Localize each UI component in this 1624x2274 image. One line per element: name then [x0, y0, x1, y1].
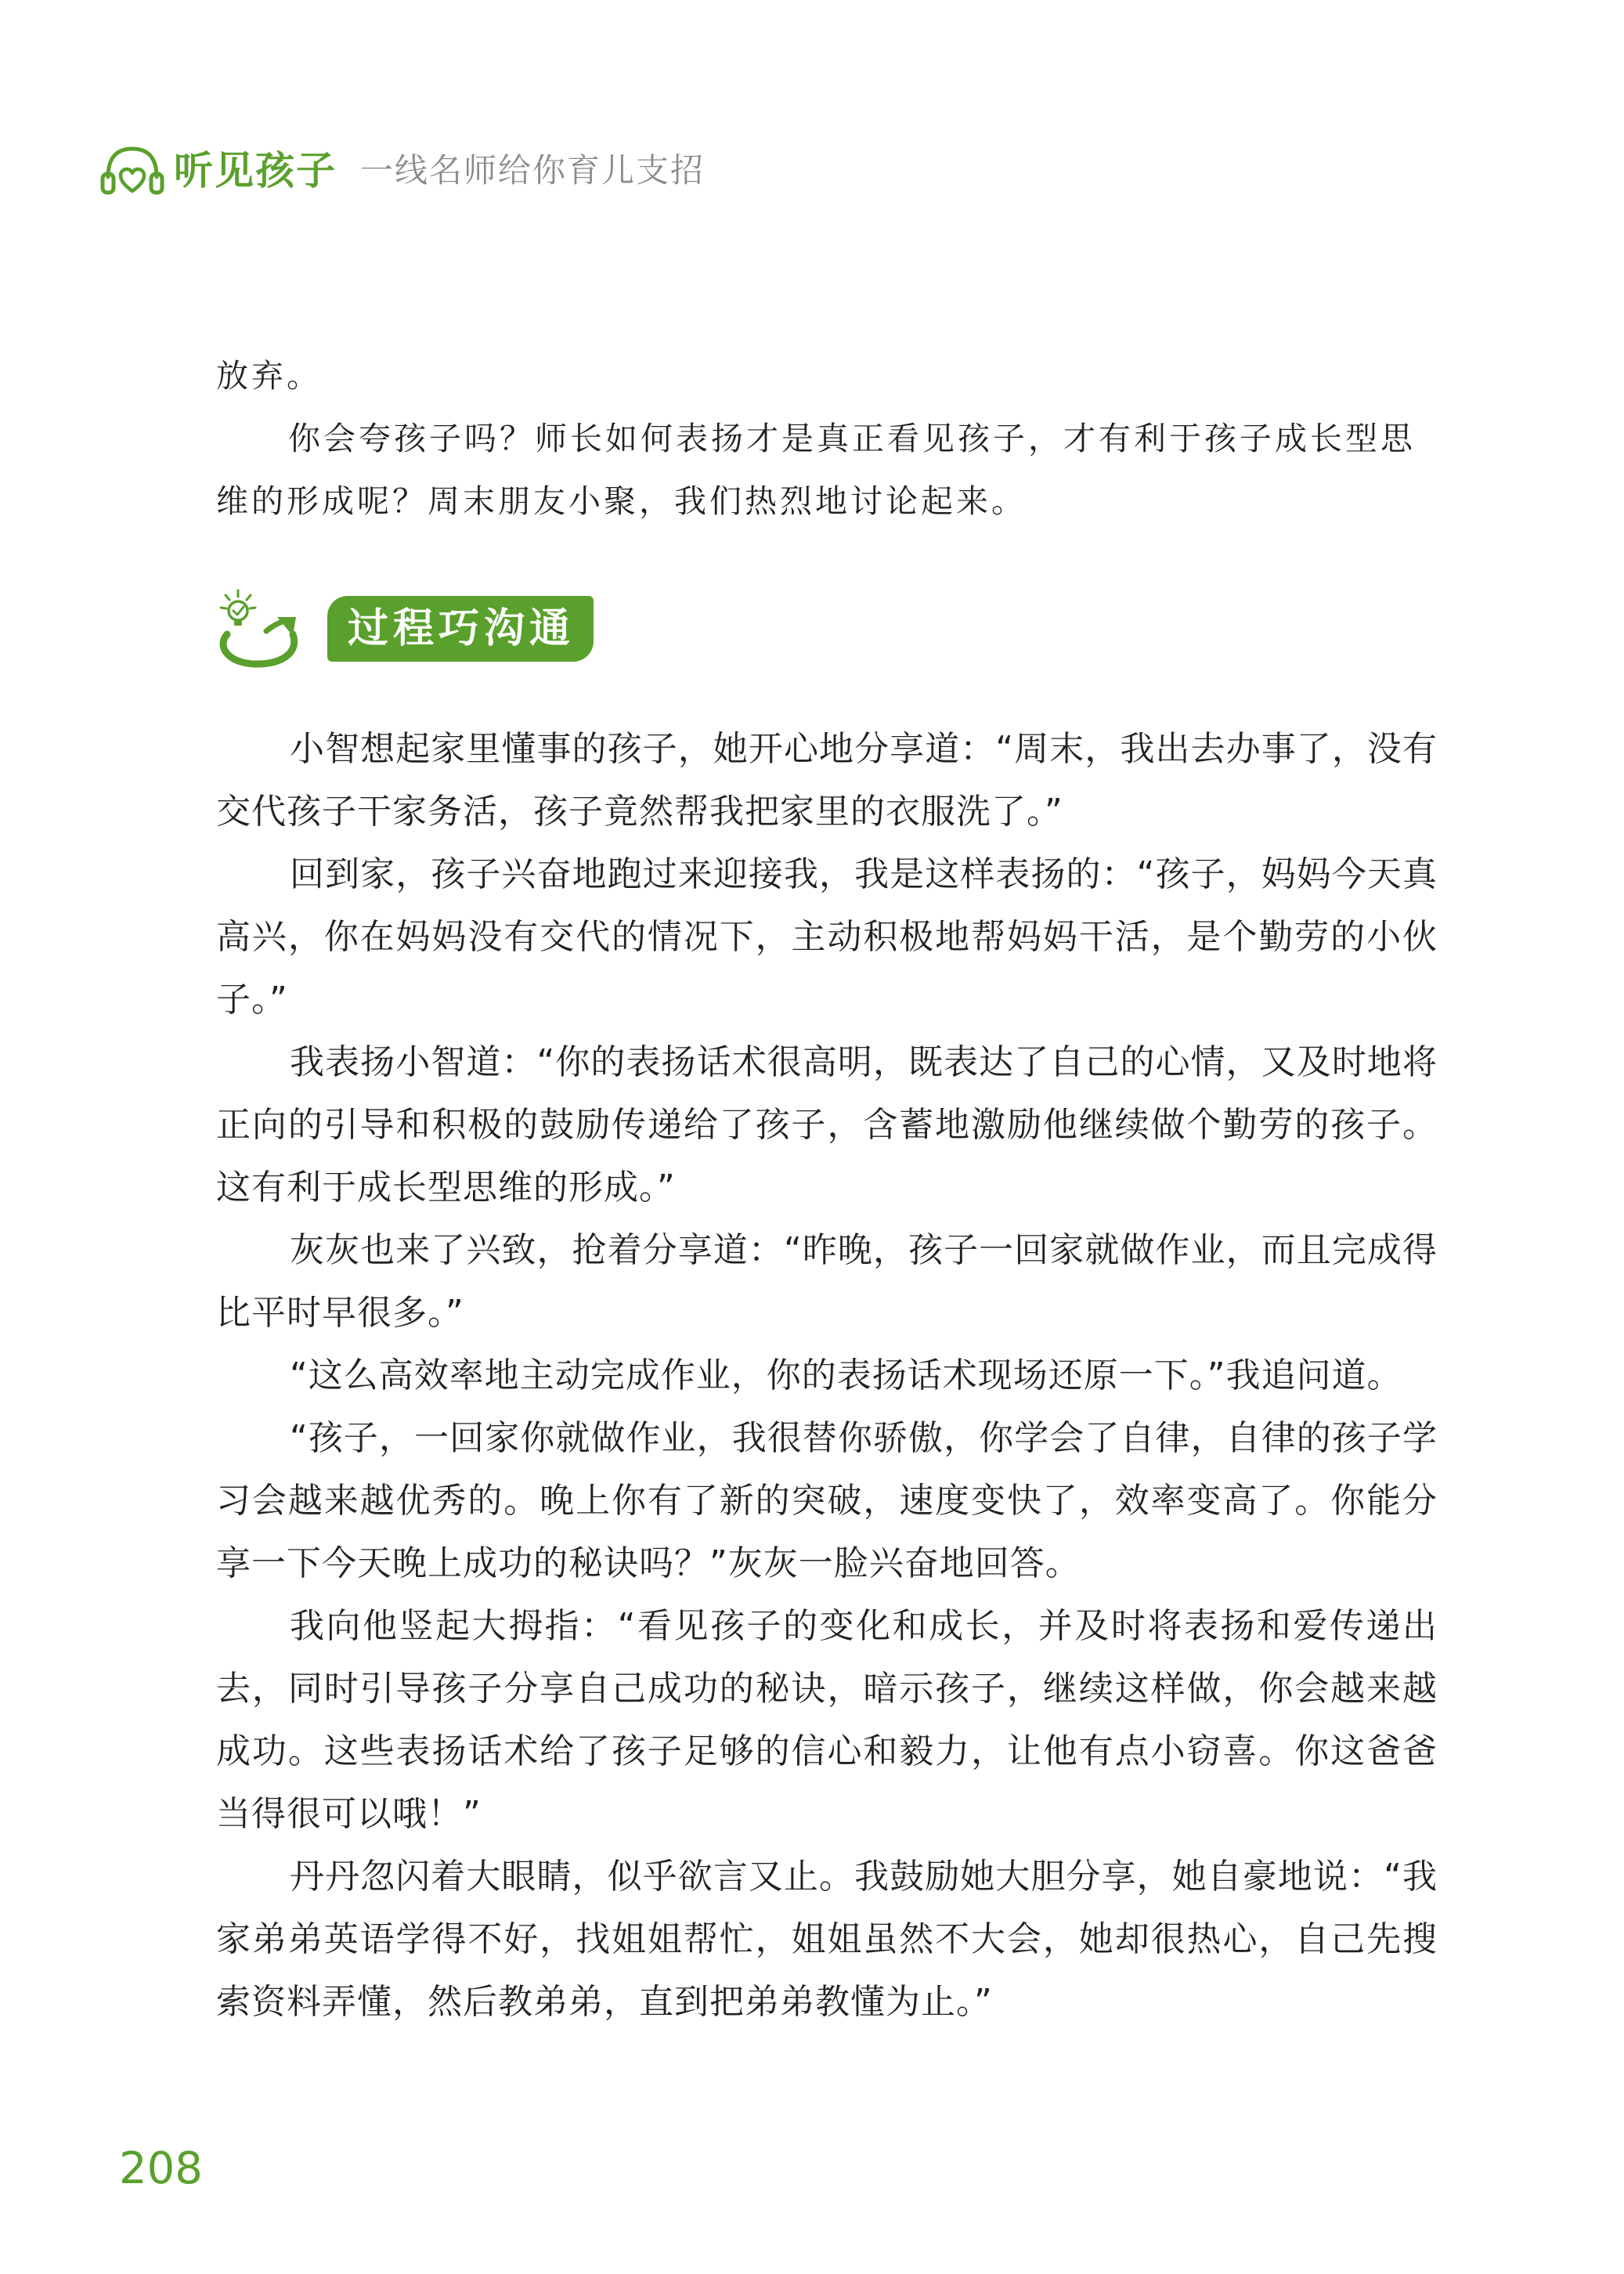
body-paragraph: “这么高效率地主动完成作业，你的表扬话术现场还原一下。”我追问道。 — [290, 1355, 1402, 1395]
intro-text — [216, 345, 1438, 532]
page-number: 208 — [119, 2143, 203, 2194]
intro-paragraph: 你会夸孩子吗？师长如何表扬才是真正看见孩子，才有利于孩子成长型思维的形成呢？周末朋友小聚，我们热烈地讨论起来。 — [216, 420, 1416, 520]
body-paragraph: 小智想起家里懂事的孩子，她开心地分享道：“周末，我出去办事了，没有交代孩子干家务活，孩子竟然帮我把家里的衣服洗了。” — [216, 729, 1438, 832]
running-header — [100, 141, 705, 200]
book-subtitle: 一线名师给你育儿支招 — [360, 151, 706, 190]
body-paragraph: 我表扬小智道：“你的表扬话术很高明，既表达了自己的心情，又及时地将正向的引导和积极的鼓励传递给了孩子，含蓄地激励他继续做个勤劳的孩子。这有利于成长型思维的形成。” — [216, 1042, 1438, 1207]
body-paragraph: 丹丹忽闪着大眼睛，似乎欲言又止。我鼓励她大胆分享，她自豪地说：“我家弟弟英语学得不好，找姐姐帮忙，姐姐虽然不大会，她却很热心，自己先搜索资料弄懂，然后教弟弟，直到把弟弟教懂为止。” — [216, 1857, 1438, 2022]
lightbulb-cycle-arrow-icon — [211, 586, 304, 672]
section-title: 过程巧沟通 — [327, 596, 594, 662]
heart-headphones-icon — [100, 143, 164, 199]
body-paragraph: 回到家，孩子兴奋地跑过来迎接我，我是这样表扬的：“孩子，妈妈今天真高兴，你在妈妈没有交代的情况下，主动积极地帮妈妈干活，是个勤劳的小伙子。” — [216, 854, 1438, 1020]
body-paragraph: 灰灰也来了兴致，抢着分享道：“昨晚，孩子一回家就做作业，而且完成得比平时早很多。” — [216, 1230, 1438, 1333]
body-paragraph: 我向他竖起大拇指：“看见孩子的变化和成长，并及时将表扬和爱传递出去，同时引导孩子分享自己成功的秘诀，暗示孩子，继续这样做，你会越来越成功。这些表扬话术给了孩子足够的信心和毅力，让他有点小窃喜。你这爸爸当得很可以哦！” — [216, 1606, 1438, 1834]
body-text — [216, 718, 1438, 2034]
book-title: 听见孩子 — [174, 148, 337, 193]
intro-paragraph: 放弃。 — [216, 357, 322, 395]
section-heading — [211, 586, 594, 672]
body-paragraph: “孩子，一回家你就做作业，我很替你骄傲，你学会了自律，自律的孩子学习会越来越优秀的。晚上你有了新的突破，速度变快了，效率变高了。你能分享一下今天晚上成功的秘诀吗？”灰灰一脸兴奋地回答。 — [216, 1418, 1438, 1583]
